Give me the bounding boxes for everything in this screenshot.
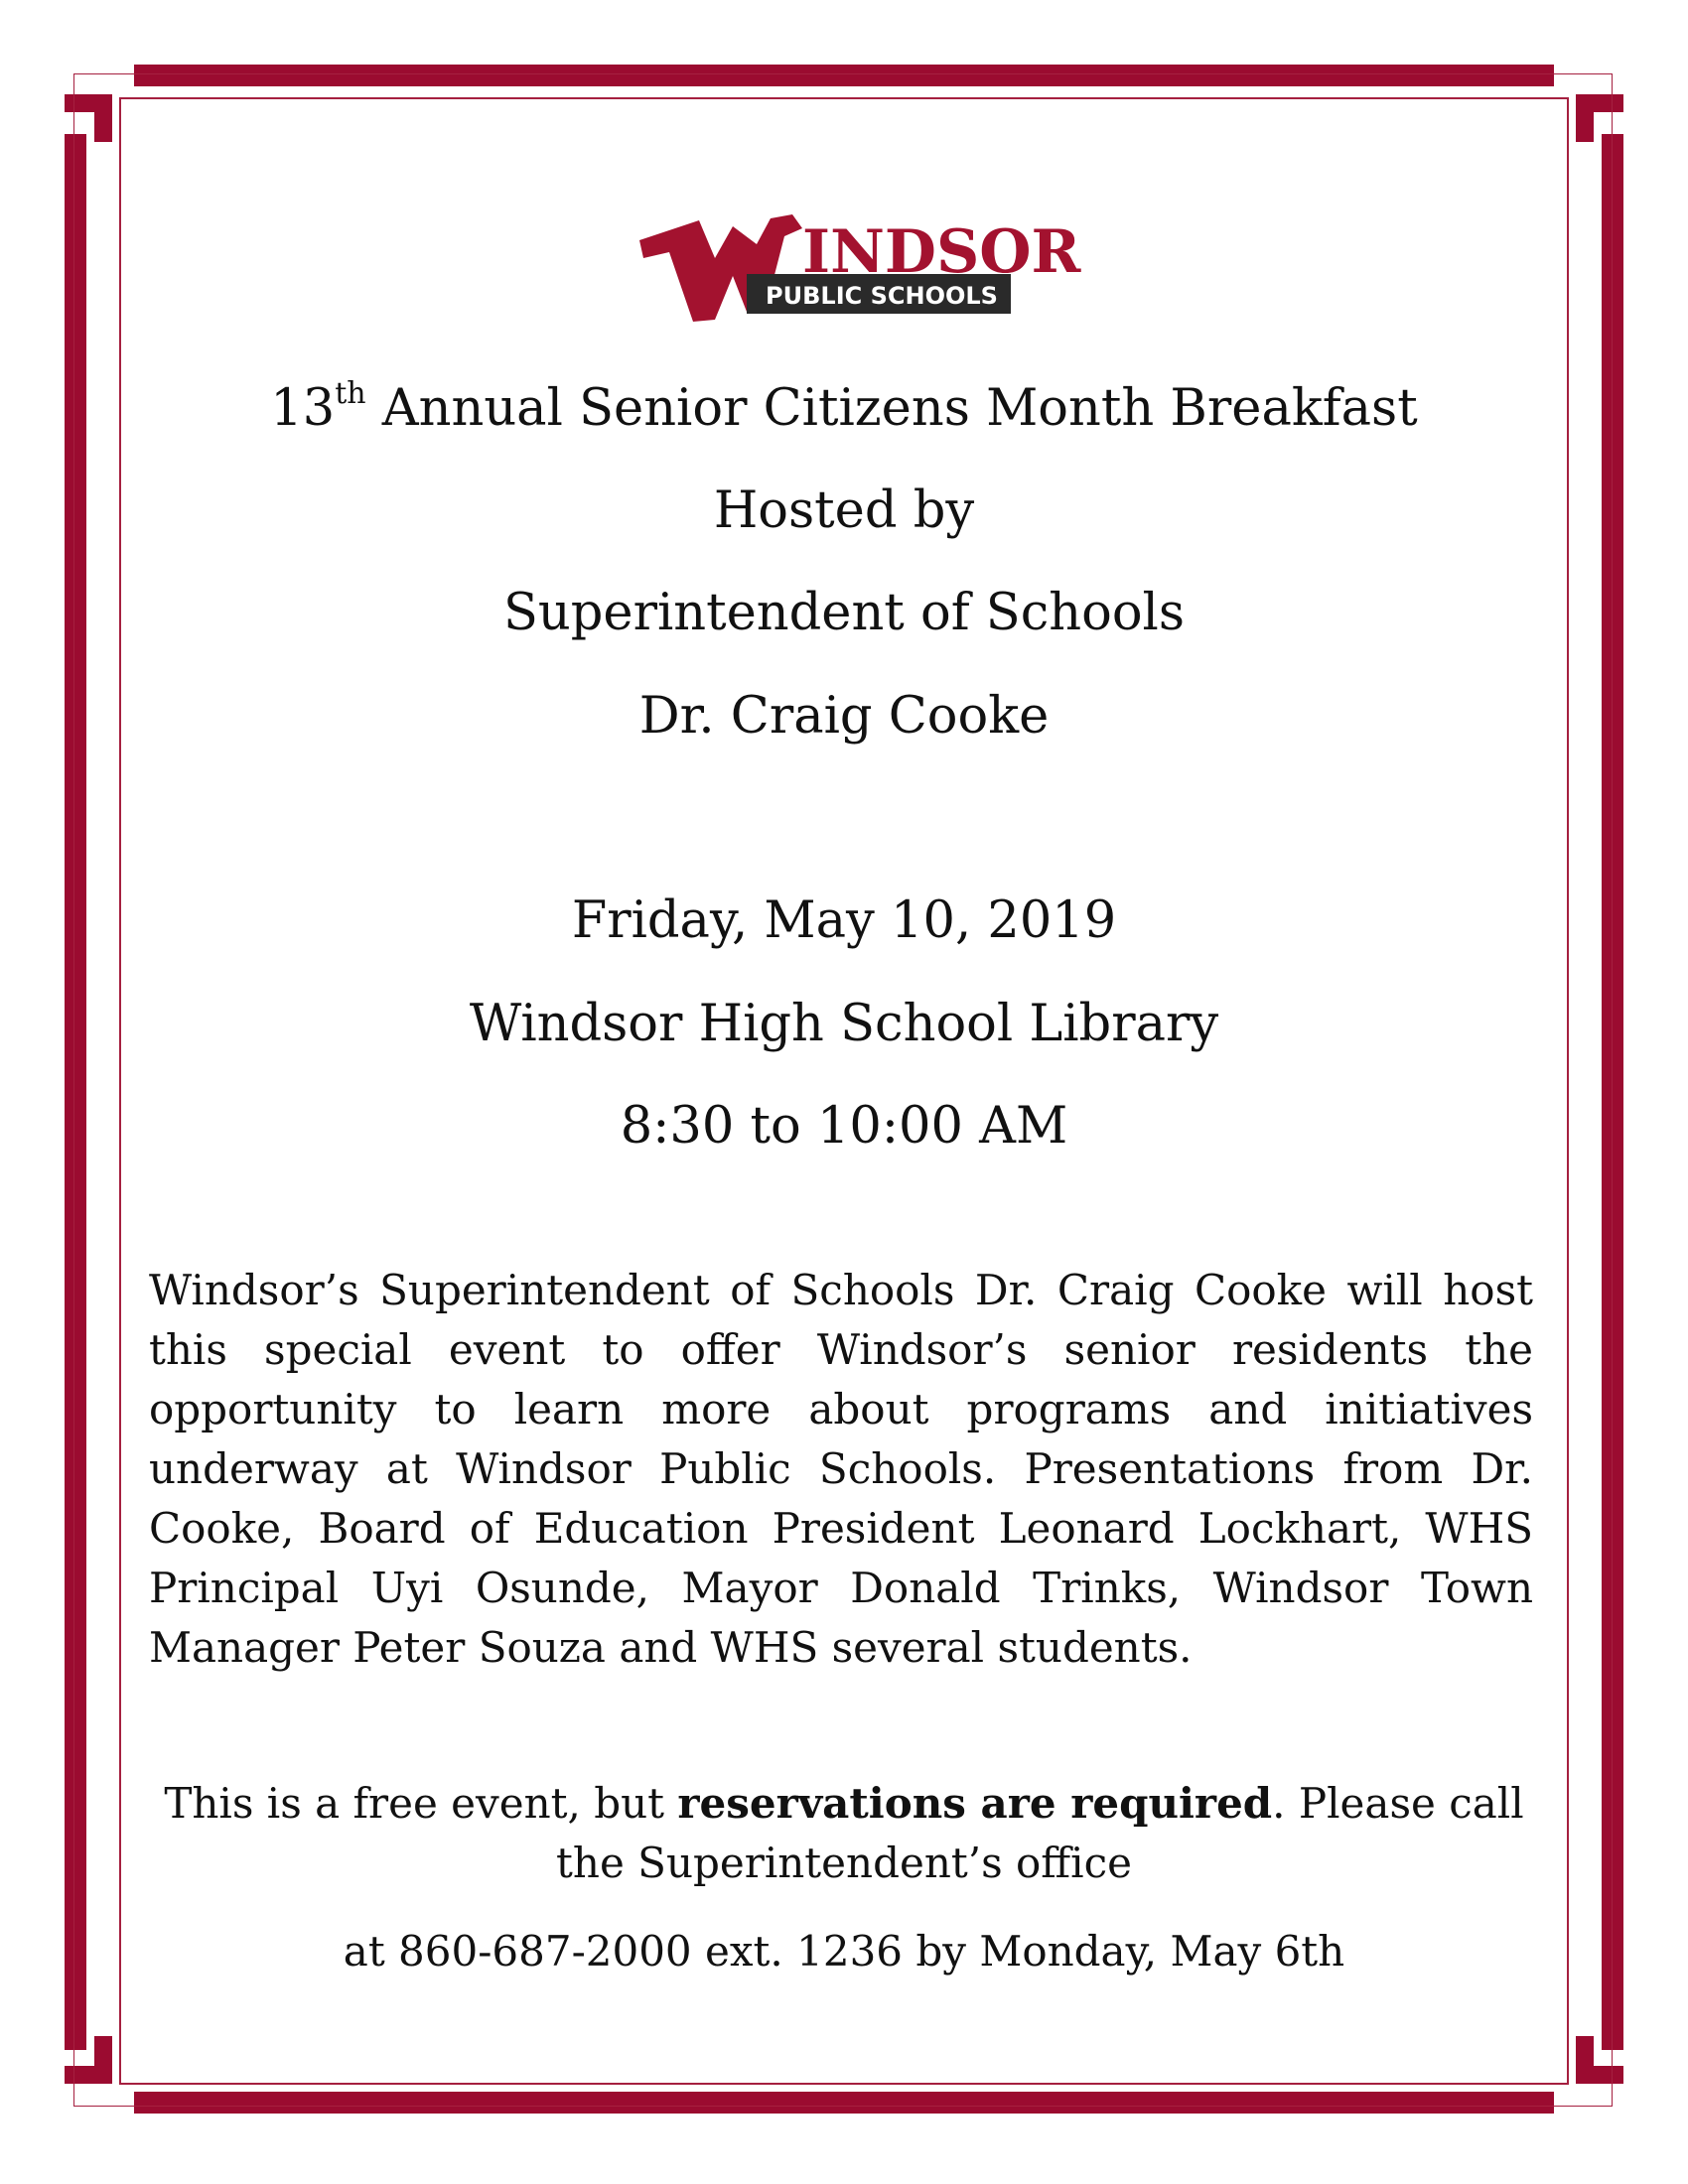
windsor-logo (635, 197, 1081, 336)
logo-subtitle: PUBLIC SCHOOLS (766, 282, 998, 310)
title-number: 13 (270, 379, 336, 438)
hosted-by: Hosted by (713, 481, 975, 540)
reservation-suffix: . Please call (1272, 1779, 1524, 1828)
event-location: Windsor High School Library (469, 995, 1219, 1053)
event-title (149, 376, 1539, 439)
logo-name: INDSOR (802, 217, 1081, 287)
reservation-line-1 (149, 1774, 1539, 1834)
host-name: Dr. Craig Cooke (638, 687, 1050, 746)
reservation-line-2: the Superintendent’s office (556, 1839, 1132, 1887)
reservation-emphasis: reservations are required (677, 1779, 1273, 1828)
host-role: Superintendent of Schools (502, 584, 1186, 642)
event-date: Friday, May 10, 2019 (571, 891, 1117, 950)
reservation-prefix: This is a free event, but (164, 1779, 678, 1828)
reservation-line-3: at 860-687-2000 ext. 1236 by Monday, May 6th (343, 1927, 1345, 1976)
title-suffix: th (335, 376, 366, 411)
title-rest: Annual Senior Citizens Month Breakfast (365, 379, 1418, 438)
event-description: Windsor’s Superintendent of Schools Dr. Craig Cooke will host this special event to offer Windsor’s senior residents the opportunity to learn more about programs and initiatives underway at Windsor Public Schools. Presentations from Dr. Cooke, Board of Education President Leonard Lockhart, WHS Principal Uyi Osunde, Mayor Donald Trinks, Windsor Town Manager Peter Souza and WHS several students. (149, 1266, 1533, 1672)
event-time: 8:30 to 10:00 AM (620, 1097, 1068, 1156)
